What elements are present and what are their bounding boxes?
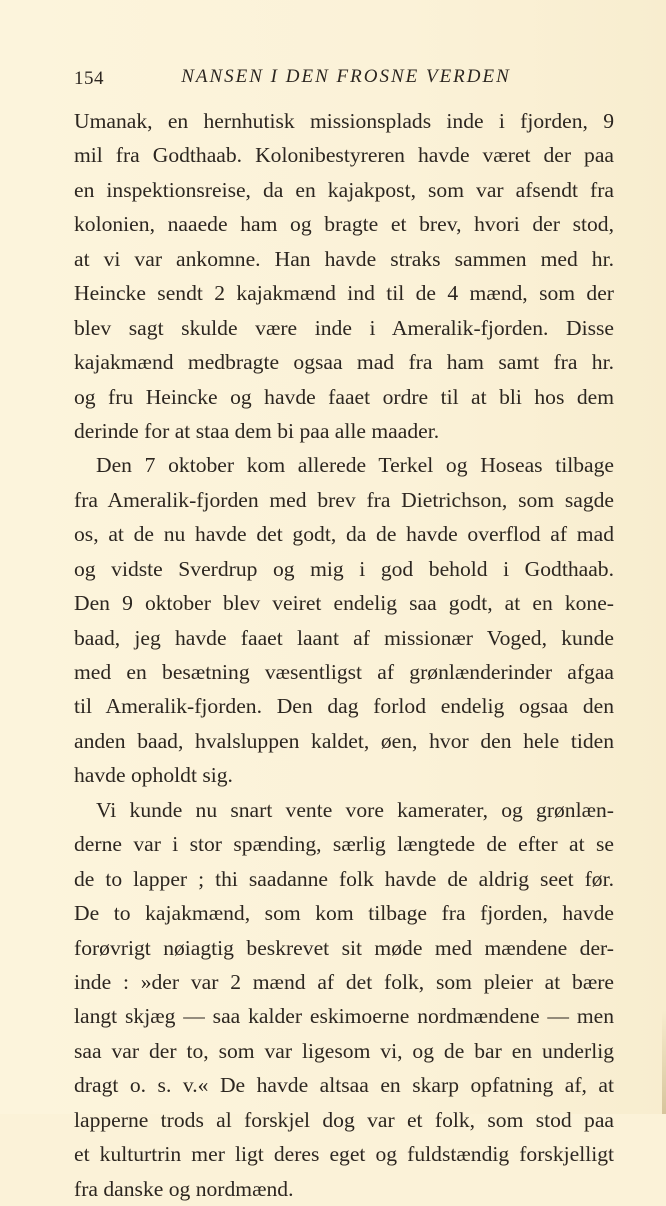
page-edge-shadow (662, 1010, 666, 1114)
text-line: fra Ameralik-fjorden med brev fra Dietrichson, som sagde (74, 487, 614, 512)
text-line: langt skjæg — saa kalder eskimoerne nordmændene — men (74, 1004, 614, 1029)
page-number: 154 (74, 68, 104, 89)
text-line: de to lapper ; thi saadanne folk havde de aldrig seet før. (74, 866, 614, 891)
text-line: derinde for at staa dem bi paa alle maader. (74, 418, 440, 443)
text-line: kolonien, naaede ham og bragte et brev, hvori der stod, (74, 212, 614, 237)
text-line: og vidste Sverdrup og mig i god behold i Godthaab. (74, 556, 614, 581)
text-line: anden baad, hvalsluppen kaldet, øen, hvor den hele tiden (74, 728, 614, 753)
text-line: havde opholdt sig. (74, 763, 233, 788)
text-line: forøvrigt nøiagtig beskrevet sit møde med mændene der- (74, 935, 614, 960)
text-line: at vi var ankomne. Han havde straks sammen med hr. (74, 246, 614, 271)
text-line: baad, jeg havde faaet laant af missionær Voged, kunde (74, 625, 614, 650)
text-line: blev sagt skulde være inde i Ameralik-fjorden. Disse (74, 315, 614, 340)
text-line: saa var der to, som var ligesom vi, og de bar en underlig (74, 1038, 614, 1063)
body-text (74, 104, 614, 1206)
text-line: derne var i stor spænding, særlig længtede de efter at se (74, 832, 614, 857)
text-line: Den 9 oktober blev veiret endelig saa godt, at en kone- (74, 591, 614, 616)
text-line: Umanak, en hernhutisk missionsplads inde i fjorden, 9 (74, 109, 614, 133)
text-line: en inspektionsreise, da en kajakpost, som var afsendt fra (74, 177, 614, 202)
text-line: mil fra Godthaab. Kolonibestyreren havde været der paa (74, 143, 614, 168)
text-line: dragt o. s. v.« De havde altsaa en skarp opfatning af, at (74, 1073, 614, 1098)
text-line: til Ameralik-fjorden. Den dag forlod endelig ogsaa den (74, 694, 614, 719)
text-line: lapperne trods al forskjel dog var et folk, som stod paa (74, 1107, 614, 1132)
text-line: os, at de nu havde det godt, da de havde overflod af mad (74, 522, 614, 547)
paragraph-start-line: Vi kunde nu snart vente vore kamerater, og grønlæn- (96, 797, 614, 822)
text-line: Heincke sendt 2 kajakmænd ind til de 4 mænd, som der (74, 281, 614, 306)
text-line: kajakmænd medbragte ogsaa mad fra ham samt fra hr. (74, 350, 614, 375)
paragraph-start-line: Den 7 oktober kom allerede Terkel og Hoseas tilbage (96, 453, 614, 478)
text-line: inde : »der var 2 mænd af det folk, som pleier at bære (74, 969, 614, 994)
text-line: et kulturtrin mer ligt deres eget og fuldstændig forskjelligt (74, 1142, 614, 1167)
text-line: med en besætning væsentligst af grønlænderinder afgaa (74, 660, 614, 684)
running-head: NANSEN I DEN FROSNE VERDEN (181, 66, 511, 87)
text-line: De to kajakmænd, som kom tilbage fra fjorden, havde (74, 901, 614, 926)
text-line: og fru Heincke og havde faaet ordre til at bli hos dem (74, 384, 614, 409)
text-line: fra danske og nordmænd. (74, 1176, 294, 1201)
